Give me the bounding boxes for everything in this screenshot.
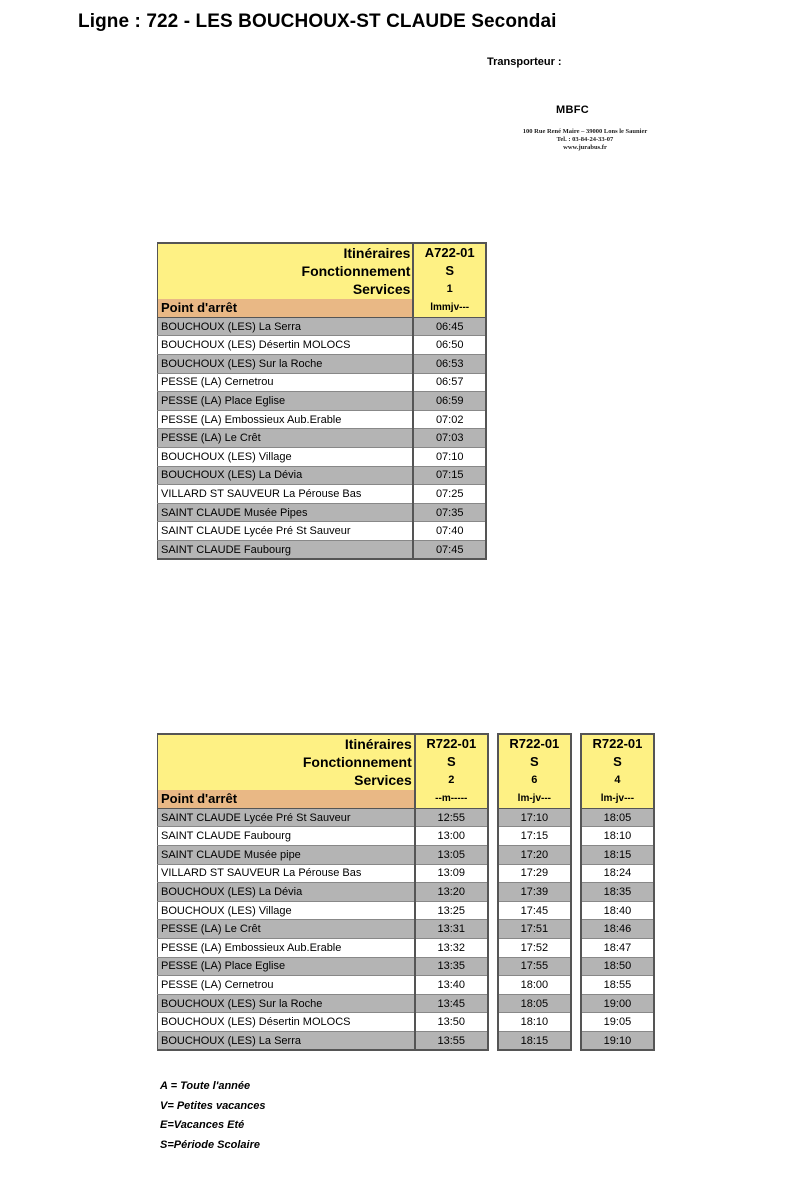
stop-time: 13:35 (415, 957, 488, 976)
header-row (158, 753, 655, 772)
stop-time: 18:00 (498, 976, 571, 995)
stop-time: 18:46 (581, 920, 654, 939)
point-arret-row (158, 790, 655, 809)
table-row (158, 846, 655, 865)
stop-time: 07:35 (413, 503, 486, 522)
stop-time: 18:10 (498, 1013, 571, 1032)
stop-time: 17:10 (498, 808, 571, 827)
stop-time: 13:09 (415, 864, 488, 883)
stop-name: BOUCHOUX (LES) Village (158, 448, 414, 467)
header-row (158, 771, 655, 790)
column-gap (488, 994, 498, 1013)
stop-name: BOUCHOUX (LES) La Serra (158, 1032, 415, 1051)
column-gap (571, 846, 581, 865)
column-gap (571, 901, 581, 920)
column-gap (571, 957, 581, 976)
column-gap (571, 920, 581, 939)
stop-time: 06:45 (413, 317, 486, 336)
column-gap (571, 753, 581, 772)
stop-name: PESSE (LA) Embossieux Aub.Erable (158, 410, 414, 429)
fonctionnement-label: Fonctionnement (158, 753, 415, 772)
stop-time: 13:40 (415, 976, 488, 995)
table-row (158, 808, 655, 827)
fonctionnement-value: S (498, 753, 571, 772)
stop-time: 13:31 (415, 920, 488, 939)
stop-time: 06:53 (413, 355, 486, 374)
stop-time: 19:10 (581, 1032, 654, 1051)
column-gap (571, 808, 581, 827)
services-label: Services (158, 771, 415, 790)
table-row (158, 466, 487, 485)
service-value: 2 (415, 771, 488, 790)
column-gap (488, 883, 498, 902)
stop-name: SAINT CLAUDE Lycée Pré St Sauveur (158, 808, 415, 827)
table-row (158, 429, 487, 448)
table-row (158, 864, 655, 883)
itineraire-value: R722-01 (415, 734, 488, 753)
stop-time: 07:03 (413, 429, 486, 448)
table-row (158, 957, 655, 976)
stop-name: PESSE (LA) Cernetrou (158, 373, 414, 392)
table-row (158, 994, 655, 1013)
column-gap (488, 1013, 498, 1032)
legend-item: A = Toute l'année (160, 1080, 251, 1092)
timetable-retour (157, 733, 655, 1051)
header-row (158, 280, 487, 299)
stop-name: SAINT CLAUDE Musée pipe (158, 846, 415, 865)
legend-item: V= Petites vacances (160, 1099, 266, 1112)
table-row (158, 883, 655, 902)
stop-name: PESSE (LA) Embossieux Aub.Erable (158, 939, 415, 958)
stop-time: 18:05 (498, 994, 571, 1013)
stop-time: 07:25 (413, 485, 486, 504)
itineraire-value: A722-01 (413, 243, 486, 262)
stop-time: 17:39 (498, 883, 571, 902)
stop-time: 17:52 (498, 939, 571, 958)
service-value: 1 (413, 280, 486, 299)
stop-time: 12:55 (415, 808, 488, 827)
stop-name: BOUCHOUX (LES) La Serra (158, 317, 414, 336)
column-gap (571, 939, 581, 958)
stop-time: 07:10 (413, 448, 486, 467)
fonctionnement-value: S (413, 262, 486, 281)
stop-time: 06:57 (413, 373, 486, 392)
column-gap (571, 994, 581, 1013)
stop-time: 13:32 (415, 939, 488, 958)
itineraires-label: Itinéraires (158, 243, 414, 262)
stop-time: 13:50 (415, 1013, 488, 1032)
stop-time: 17:20 (498, 846, 571, 865)
stop-name: PESSE (LA) Le Crêt (158, 429, 414, 448)
stop-time: 06:59 (413, 392, 486, 411)
stop-time: 18:47 (581, 939, 654, 958)
table-row (158, 1013, 655, 1032)
column-gap (488, 846, 498, 865)
service-value: 6 (498, 771, 571, 790)
column-gap (571, 1013, 581, 1032)
stop-name: SAINT CLAUDE Lycée Pré St Sauveur (158, 522, 414, 541)
column-gap (488, 864, 498, 883)
header-row (158, 262, 487, 281)
stop-name: PESSE (LA) Place Eglise (158, 392, 414, 411)
column-gap (571, 883, 581, 902)
stop-name: PESSE (LA) Le Crêt (158, 920, 415, 939)
table-row (158, 392, 487, 411)
column-gap (571, 771, 581, 790)
column-gap (571, 734, 581, 753)
column-gap (488, 790, 498, 809)
stop-name: SAINT CLAUDE Faubourg (158, 827, 415, 846)
column-gap (488, 827, 498, 846)
stop-time: 18:55 (581, 976, 654, 995)
table-row (158, 336, 487, 355)
table-row (158, 920, 655, 939)
stop-time: 17:29 (498, 864, 571, 883)
stop-time: 17:45 (498, 901, 571, 920)
stop-time: 07:15 (413, 466, 486, 485)
timetable-aller (157, 242, 487, 560)
table-row (158, 317, 487, 336)
table-row (158, 522, 487, 541)
table-row (158, 1032, 655, 1051)
stop-name: PESSE (LA) Place Eglise (158, 957, 415, 976)
itineraire-value: R722-01 (581, 734, 654, 753)
stop-time: 07:02 (413, 410, 486, 429)
jours-value: lmmjv--- (413, 299, 486, 318)
point-arret-row (158, 299, 487, 318)
address-line: Tel. : 03-84-24-33-07 (556, 136, 614, 143)
table-row (158, 901, 655, 920)
column-gap (488, 771, 498, 790)
stop-name: VILLARD ST SAUVEUR La Pérouse Bas (158, 864, 415, 883)
stop-time: 17:15 (498, 827, 571, 846)
table-row (158, 503, 487, 522)
service-value: 4 (581, 771, 654, 790)
point-arret-label: Point d'arrêt (158, 299, 414, 318)
column-gap (571, 1032, 581, 1051)
table-row (158, 939, 655, 958)
stop-name: BOUCHOUX (LES) Village (158, 901, 415, 920)
fonctionnement-label: Fonctionnement (158, 262, 414, 281)
column-gap (488, 976, 498, 995)
transporteur-label: Transporteur : (487, 56, 562, 68)
stop-time: 13:45 (415, 994, 488, 1013)
column-gap (488, 939, 498, 958)
stop-name: PESSE (LA) Cernetrou (158, 976, 415, 995)
company-address (470, 128, 700, 152)
column-gap (571, 827, 581, 846)
stop-time: 18:40 (581, 901, 654, 920)
stop-name: BOUCHOUX (LES) Désertin MOLOCS (158, 1013, 415, 1032)
stop-time: 18:15 (498, 1032, 571, 1051)
company-name: MBFC (556, 104, 589, 116)
column-gap (488, 901, 498, 920)
stop-time: 18:35 (581, 883, 654, 902)
jours-value: lm-jv--- (581, 790, 654, 809)
stop-time: 13:55 (415, 1032, 488, 1051)
stop-time: 18:50 (581, 957, 654, 976)
header-row (158, 734, 655, 753)
legend-item: S=Période Scolaire (160, 1138, 260, 1151)
table-row (158, 373, 487, 392)
column-gap (488, 753, 498, 772)
stop-name: VILLARD ST SAUVEUR La Pérouse Bas (158, 485, 414, 504)
fonctionnement-value: S (415, 753, 488, 772)
page-title: Ligne : 722 - LES BOUCHOUX-ST CLAUDE Secondai (78, 11, 557, 32)
stop-time: 19:05 (581, 1013, 654, 1032)
jours-value: lm-jv--- (498, 790, 571, 809)
table-row (158, 976, 655, 995)
stop-time: 18:10 (581, 827, 654, 846)
stop-name: BOUCHOUX (LES) Désertin MOLOCS (158, 336, 414, 355)
stop-name: BOUCHOUX (LES) La Dévia (158, 466, 414, 485)
table-row (158, 448, 487, 467)
legend-item: E=Vacances Eté (160, 1119, 245, 1131)
column-gap (571, 790, 581, 809)
stop-time: 07:45 (413, 541, 486, 560)
column-gap (488, 734, 498, 753)
fonctionnement-value: S (581, 753, 654, 772)
column-gap (488, 920, 498, 939)
stop-name: SAINT CLAUDE Faubourg (158, 541, 414, 560)
header-row (158, 243, 487, 262)
jours-value: --m----- (415, 790, 488, 809)
stop-name: SAINT CLAUDE Musée Pipes (158, 503, 414, 522)
table-row (158, 410, 487, 429)
stop-time: 13:05 (415, 846, 488, 865)
itineraire-value: R722-01 (498, 734, 571, 753)
legend (160, 1077, 266, 1155)
stop-name: BOUCHOUX (LES) La Dévia (158, 883, 415, 902)
stop-time: 13:25 (415, 901, 488, 920)
stop-time: 18:15 (581, 846, 654, 865)
column-gap (571, 976, 581, 995)
stop-time: 06:50 (413, 336, 486, 355)
column-gap (488, 1032, 498, 1051)
stop-time: 13:20 (415, 883, 488, 902)
stop-time: 13:00 (415, 827, 488, 846)
column-gap (571, 864, 581, 883)
stop-time: 19:00 (581, 994, 654, 1013)
point-arret-label: Point d'arrêt (158, 790, 415, 809)
stop-time: 17:55 (498, 957, 571, 976)
table-row (158, 355, 487, 374)
address-line: 100 Rue René Maire – 39000 Lons le Saunier (522, 128, 648, 135)
itineraires-label: Itinéraires (158, 734, 415, 753)
stop-time: 07:40 (413, 522, 486, 541)
table-row (158, 827, 655, 846)
stop-time: 18:24 (581, 864, 654, 883)
stop-time: 18:05 (581, 808, 654, 827)
column-gap (488, 957, 498, 976)
services-label: Services (158, 280, 414, 299)
column-gap (488, 808, 498, 827)
stop-time: 17:51 (498, 920, 571, 939)
stop-name: BOUCHOUX (LES) Sur la Roche (158, 355, 414, 374)
table-row (158, 541, 487, 560)
address-line: www.jurabus.fr (563, 144, 607, 151)
table-row (158, 485, 487, 504)
stop-name: BOUCHOUX (LES) Sur la Roche (158, 994, 415, 1013)
